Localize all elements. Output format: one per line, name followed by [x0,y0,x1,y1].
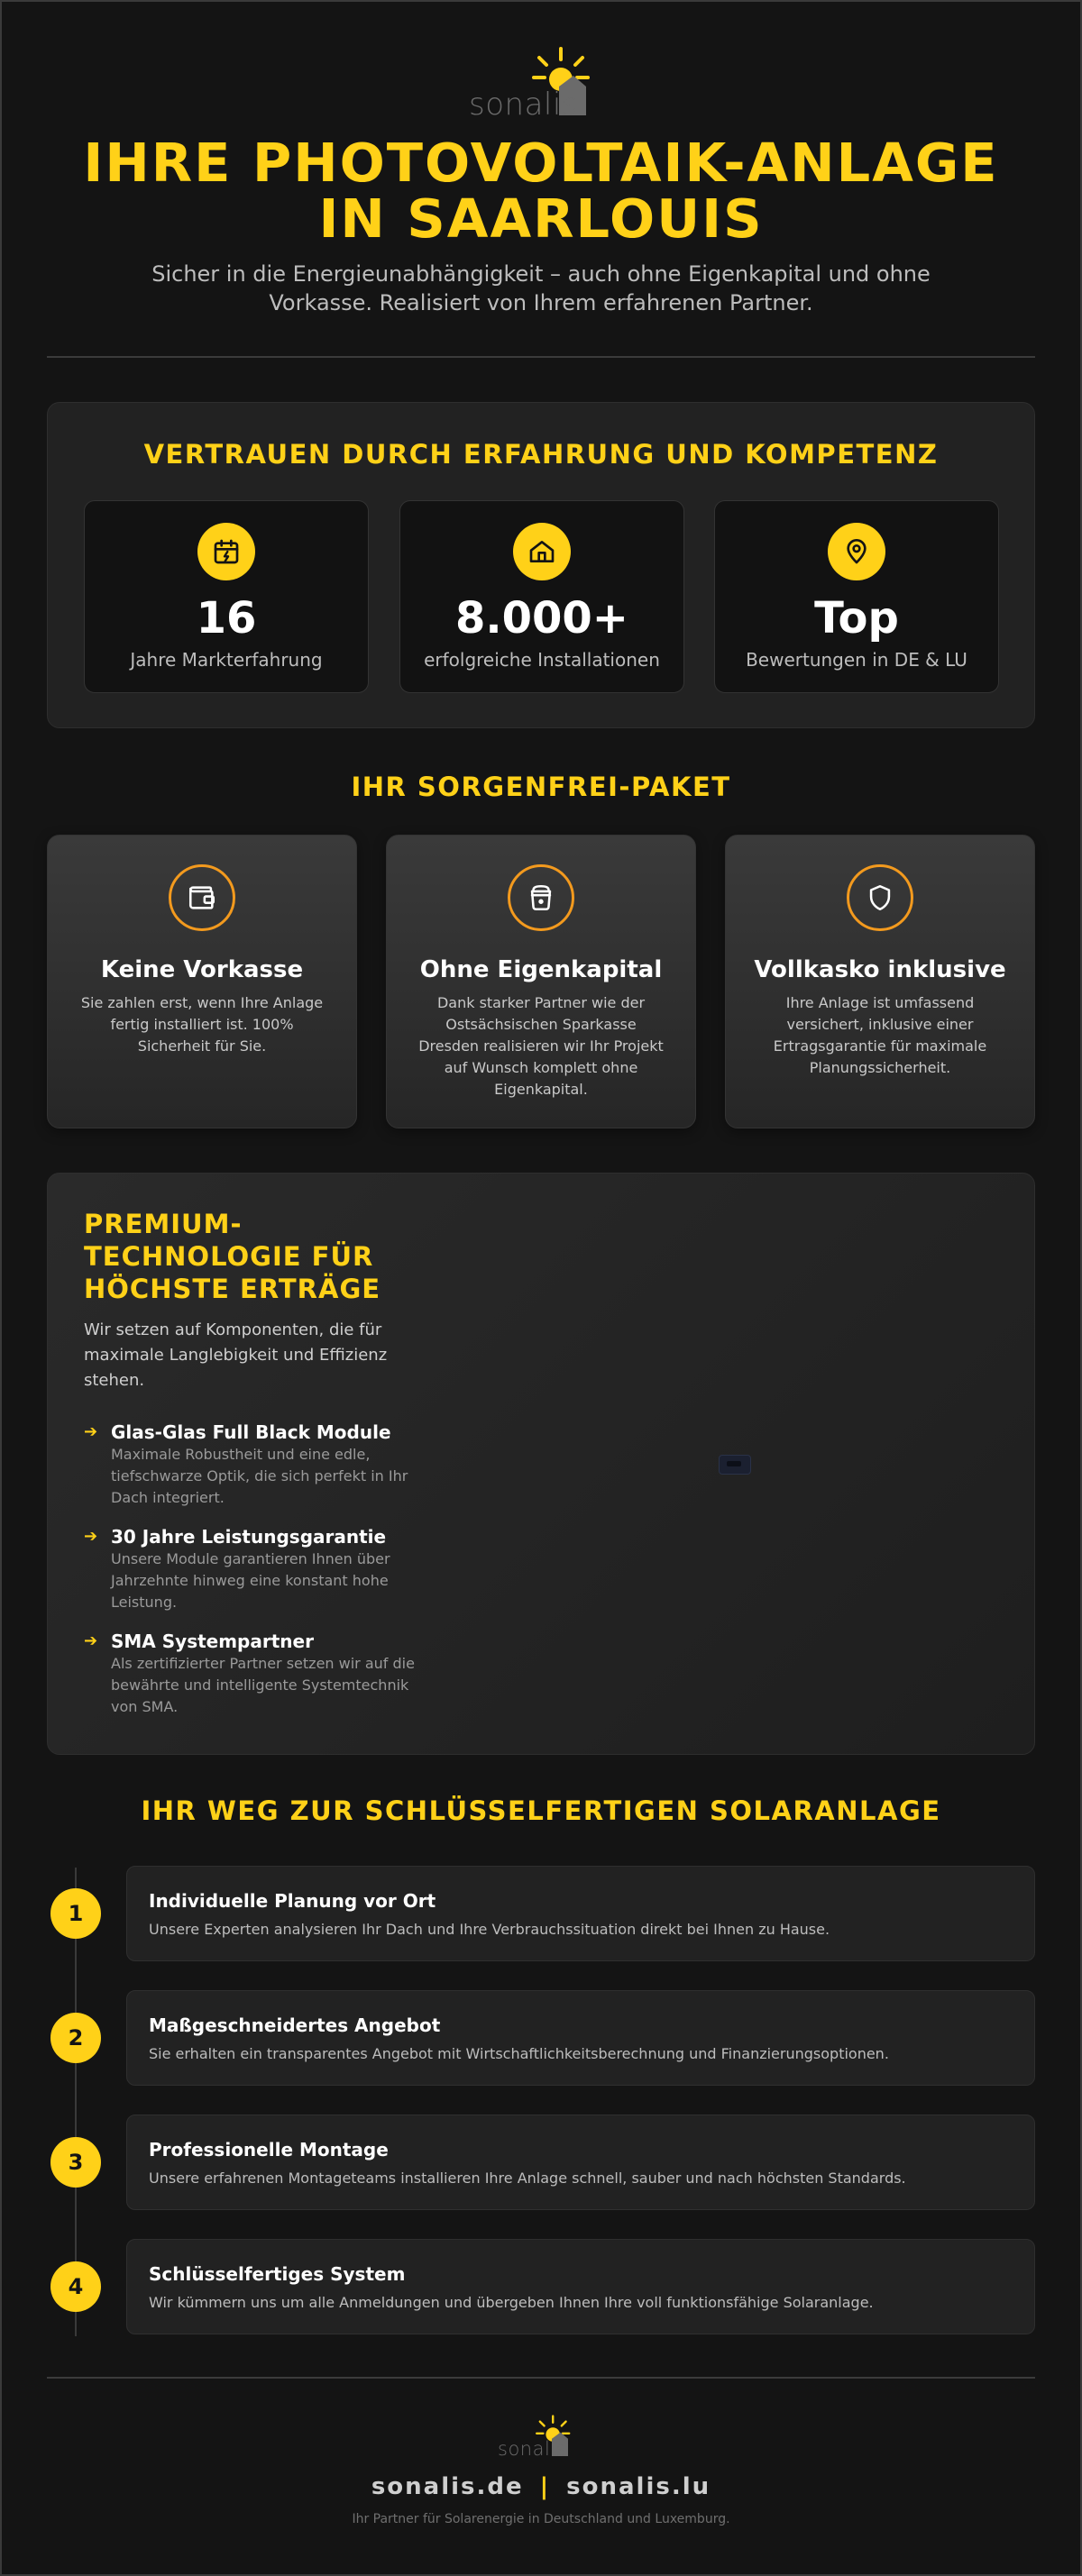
title-line-1: IHRE PHOTOVOLTAIK-ANLAGE [83,132,999,194]
calendar-icon [197,523,255,580]
step-title: Maßgeschneidertes Angebot [149,2014,441,2036]
package-card-text: Ihre Anlage ist umfassend versichert, inklusive einer Ertragsgarantie für maximale Planungssicherheit. [773,994,987,1076]
trust-section [47,402,1035,728]
stat-value: 16 [196,593,257,644]
step-number: 3 [50,2137,101,2188]
package-card-no-prepayment [47,835,357,1128]
stat-card-installations [399,500,684,693]
premium-intro: Wir setzen auf Komponenten, die für maximale Langlebigkeit und Effizienz stehen. [84,1320,388,1390]
package-card-title: Ohne Eigenkapital [419,956,663,983]
logo [469,45,613,123]
step-card [126,2239,1035,2334]
package-card-text: Sie zahlen erst, wenn Ihre Anlage fertig installiert ist. 100% Sicherheit für Sie. [80,994,324,1055]
step-title: Professionelle Montage [149,2139,389,2160]
step-text: Unsere erfahrenen Montageteams installieren Ihre Anlage schnell, sauber und nach höchsten Standards. [149,2170,906,2187]
arrow-icon: ➔ [84,1527,98,1546]
arrow-icon: ➔ [84,1631,98,1650]
trust-title: VERTRAUEN DURCH ERFAHRUNG UND KOMPETENZ [143,439,939,470]
step-card [126,1866,1035,1961]
stat-value: 8.000+ [454,593,629,644]
feature-title: SMA Systempartner [111,1631,314,1652]
page-subtitle: Sicher in die Energieunabhängigkeit – auch ohne Eigenkapital und ohne Vorkasse. Realisiert von Ihrem erfahrenen Partner. [151,261,931,315]
footer-link-de[interactable]: sonalis.de [371,2473,524,2500]
feature-text: Als zertifizierter Partner setzen wir auf die bewährte und intelligente Systemtechnik von SMA. [111,1655,415,1715]
premium-title-line: HÖCHSTE ERTRÄGE [84,1274,381,1304]
package-card-title: Vollkasko inklusive [754,956,1006,983]
step-card [126,1990,1035,2086]
step-title: Schlüsselfertiges System [149,2263,406,2285]
stat-card-experience [84,500,369,693]
house-icon [513,523,571,580]
step-number: 2 [50,2013,101,2063]
step-title: Individuelle Planung vor Ort [149,1890,436,1912]
steps-title: IHR WEG ZUR SCHLÜSSELFERTIGEN SOLARANLAGE [141,1795,941,1826]
title-line-2: IN SAARLOUIS [318,187,764,250]
footer-link-lu[interactable]: sonalis.lu [566,2473,711,2500]
logo-text: sonalis [498,2438,567,2460]
package-title: IHR SORGENFREI-PAKET [351,772,731,802]
stat-card-reviews [714,500,999,693]
package-card-title: Keine Vorkasse [100,956,304,983]
step-text: Sie erhalten ein transparentes Angebot mit Wirtschaftlichkeitsberechnung und Finanzierungsoptionen. [149,2045,889,2062]
footer-logo [498,2412,584,2462]
arrow-icon: ➔ [84,1422,98,1441]
premium-title-line: TECHNOLOGIE FÜR [84,1241,374,1272]
step-number: 4 [50,2261,101,2312]
premium-title-line: PREMIUM- [84,1209,243,1239]
step-card [126,2115,1035,2210]
package-card-text: Dank starker Partner wie der Ostsächsischen Sparkasse Dresden realisieren wir Ihr Projekt auf Wunsch komplett ohne Eigenkapital. [418,994,664,1098]
feature-text: Unsere Module garantieren Ihnen über Jahrzehnte hinweg eine konstant hohe Leistung. [111,1550,390,1611]
shield-icon [847,864,913,931]
stat-label: Jahre Markterfahrung [130,649,323,671]
feature-title: Glas-Glas Full Black Module [111,1421,391,1443]
feature-item [84,1420,426,1509]
step-text: Wir kümmern uns um alle Anmeldungen und übergeben Ihnen Ihre voll funktionsfähige Solaranlage. [149,2294,874,2311]
premium-title [84,1208,426,1305]
package-card-insurance [725,835,1035,1128]
feature-item [84,1630,426,1718]
wallet-icon [169,864,235,931]
step-text: Unsere Experten analysieren Ihr Dach und Ihre Verbrauchssituation direkt bei Ihnen zu Hause. [149,1921,830,1938]
stat-label: Bewertungen in DE & LU [746,649,967,671]
feature-text: Maximale Robustheit und eine edle, tiefschwarze Optik, die sich perfekt in Ihr Dach integriert. [111,1446,408,1506]
step-number: 1 [50,1888,101,1939]
stat-value: Top [814,593,899,644]
location-pin-icon [828,523,885,580]
piggy-bank-icon [508,864,574,931]
footer-note: Ihr Partner für Solarenergie in Deutschland und Luxemburg. [352,2512,730,2526]
logo-text: sonalis [469,87,579,123]
footer-links [47,2473,1035,2500]
divider-top [47,356,1035,358]
premium-section [47,1173,1035,1755]
page-title [47,132,1035,250]
package-card-no-equity [386,835,696,1128]
footer-separator: | [539,2473,551,2500]
image-placeholder-icon [719,1455,751,1475]
divider-bottom [47,2377,1035,2379]
feature-title: 30 Jahre Leistungsgarantie [111,1526,387,1548]
stat-label: erfolgreiche Installationen [424,649,660,671]
feature-item [84,1525,426,1613]
